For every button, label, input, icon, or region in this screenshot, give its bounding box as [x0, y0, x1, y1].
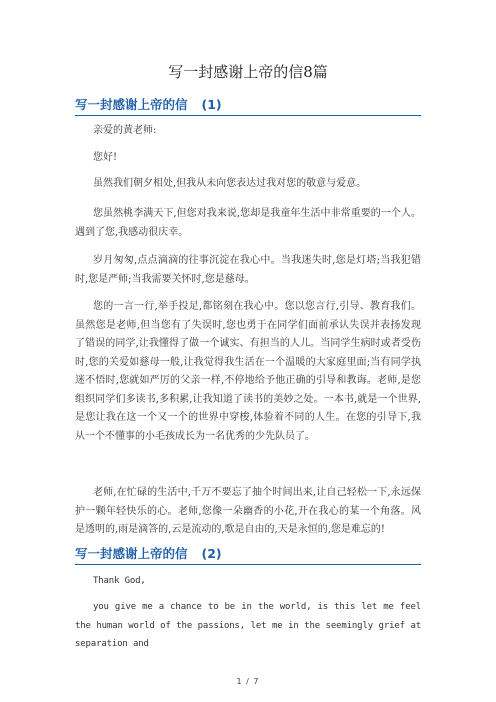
- paragraph-3: 岁月匆匆,点点滴滴的往事沉淀在我心中。当我迷失时,您是灯塔;当我犯错时,您是严师;当我需要关怀时,您是慈母。: [75, 255, 421, 285]
- paragraph-5: 老师,在忙碌的生活中,千万不要忘了抽个时间出来,让自己轻松一下,永远保护一颗年轻快乐的心。老师,您像一朵幽香的小花,开在我心的某一个角落。风是透明的,雨是滴答的,云是流动的,歌是自由的,天是永恒的,您是难忘的!: [75, 487, 421, 535]
- paragraph-2: 您虽然桃李满天下,但您对我来说,您却是我童年生活中非常重要的一个人。遇到了您,我感动很庆幸。: [75, 208, 421, 238]
- paragraph-salutation: 亲爱的黄老师:: [93, 125, 157, 136]
- section-heading-2-number: (2): [201, 546, 222, 561]
- paragraph-greeting: 您好!: [93, 152, 118, 163]
- page-number: 1 / 7: [236, 677, 260, 686]
- section-heading-2: [75, 546, 421, 565]
- paragraph-4: 您的一言一行,举手投足,都铭刻在我心中。您以您言行,引导、教育我们。虽然您是老师,但当您有了失误时,您也勇于在同学们面前承认失误并表扬发现了错误的同学,让我懂得了做一个诚实、有担当的人儿。当同学生病时或者受伤时,您的关爱如慈母一般,让我觉得我生活在一个温暖的大家庭里面;当有同学执迷不悟时,您就如严厉的父亲一样,不停地给予他正确的引导和教诲。老师,是您组织同学们多读书,多积累,让我知道了读书的美妙之处。一本书,就是一个世界,是您让我在这一个又一个的世界中穿梭,体验着不同的人生。在您的引导下,我从一个不懂事的小毛孩成长为一名优秀的少先队员了。: [75, 301, 421, 442]
- section-heading-1-text: 写一封感谢上帝的信: [75, 97, 188, 112]
- paragraph-1: 虽然我们朝夕相处,但我从未向您表达过我对您的敬意与爱意。: [93, 178, 367, 189]
- section-heading-1-number: (1): [201, 97, 222, 112]
- section-heading-2-text: 写一封感谢上帝的信: [75, 546, 188, 561]
- paragraph-en-1: you give me a chance to be in the world, is this let me feel the human world of the passions, let me in the seemingly grief at separation and: [75, 602, 421, 649]
- section-heading-1: [75, 97, 421, 116]
- document-title: 写一封感谢上帝的信8篇: [168, 63, 328, 81]
- paragraph-en-salutation: Thank God,: [93, 576, 146, 586]
